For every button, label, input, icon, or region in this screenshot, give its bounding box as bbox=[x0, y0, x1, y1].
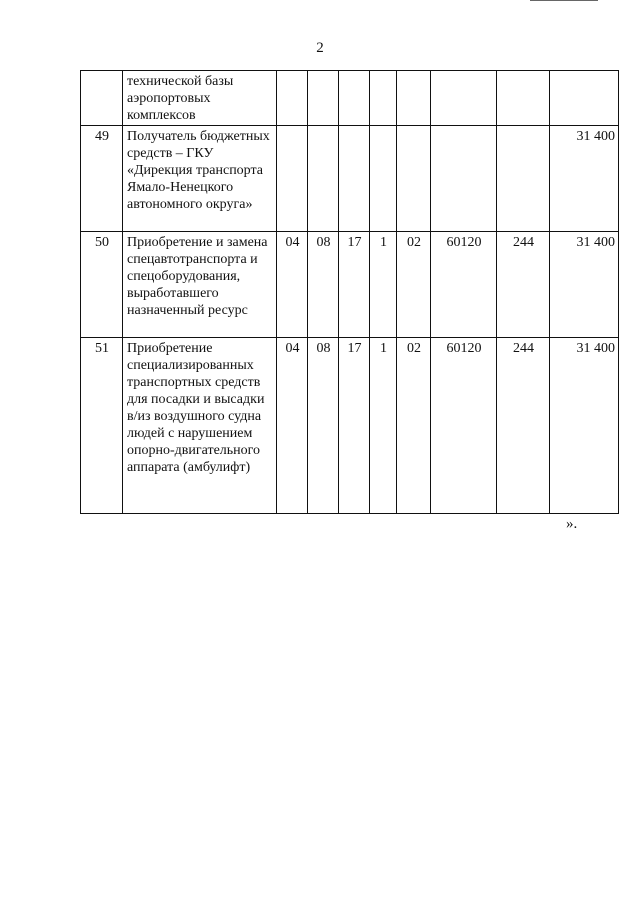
row-number: 51 bbox=[81, 338, 123, 514]
code-cell: 60120 bbox=[431, 232, 497, 338]
amount-cell: 31 400 bbox=[550, 232, 619, 338]
row-number: 50 bbox=[81, 232, 123, 338]
row-name: Приобретение и замена спецавтотранспорта и спецоборудования, выработавшего назначенный ресурс bbox=[123, 232, 277, 338]
amount-cell: 31 400 bbox=[550, 126, 619, 232]
row-name: технической базы аэропортовых комплексов bbox=[123, 71, 277, 126]
code-cell: 60120 bbox=[431, 338, 497, 514]
code-cell bbox=[339, 126, 370, 232]
code-cell: 17 bbox=[339, 338, 370, 514]
code-cell: 1 bbox=[370, 338, 397, 514]
row-name: Получатель бюджетных средств – ГКУ «Дирекция транспорта Ямало-Ненецкого автономного округа» bbox=[123, 126, 277, 232]
table-row bbox=[81, 71, 619, 126]
code-cell: 04 bbox=[277, 232, 308, 338]
code-cell: 1 bbox=[370, 232, 397, 338]
code-cell: 244 bbox=[497, 232, 550, 338]
amount-cell bbox=[550, 71, 619, 126]
code-cell: 02 bbox=[397, 338, 431, 514]
row-name: Приобретение специализированных транспортных средств для посадки и высадки в/из воздушного судна людей с нарушением опорно-двигательного аппарата (амбулифт) bbox=[123, 338, 277, 514]
table-row bbox=[81, 338, 619, 514]
row-number bbox=[81, 71, 123, 126]
budget-table bbox=[80, 70, 619, 514]
code-cell bbox=[431, 71, 497, 126]
code-cell: 08 bbox=[308, 338, 339, 514]
code-cell bbox=[370, 71, 397, 126]
code-cell: 04 bbox=[277, 338, 308, 514]
code-cell: 02 bbox=[397, 232, 431, 338]
closing-quote-mark: ». bbox=[566, 516, 578, 532]
code-cell bbox=[308, 71, 339, 126]
code-cell bbox=[431, 126, 497, 232]
code-cell bbox=[397, 71, 431, 126]
code-cell bbox=[397, 126, 431, 232]
code-cell bbox=[339, 71, 370, 126]
amount-cell: 31 400 bbox=[550, 338, 619, 514]
table-row bbox=[81, 232, 619, 338]
code-cell: 17 bbox=[339, 232, 370, 338]
code-cell bbox=[277, 126, 308, 232]
page-number: 2 bbox=[316, 40, 324, 56]
code-cell bbox=[370, 126, 397, 232]
code-cell: 244 bbox=[497, 338, 550, 514]
code-cell bbox=[308, 126, 339, 232]
code-cell bbox=[277, 71, 308, 126]
code-cell bbox=[497, 71, 550, 126]
code-cell bbox=[497, 126, 550, 232]
code-cell: 08 bbox=[308, 232, 339, 338]
table-row bbox=[81, 126, 619, 232]
row-number: 49 bbox=[81, 126, 123, 232]
corner-mark bbox=[530, 0, 598, 4]
